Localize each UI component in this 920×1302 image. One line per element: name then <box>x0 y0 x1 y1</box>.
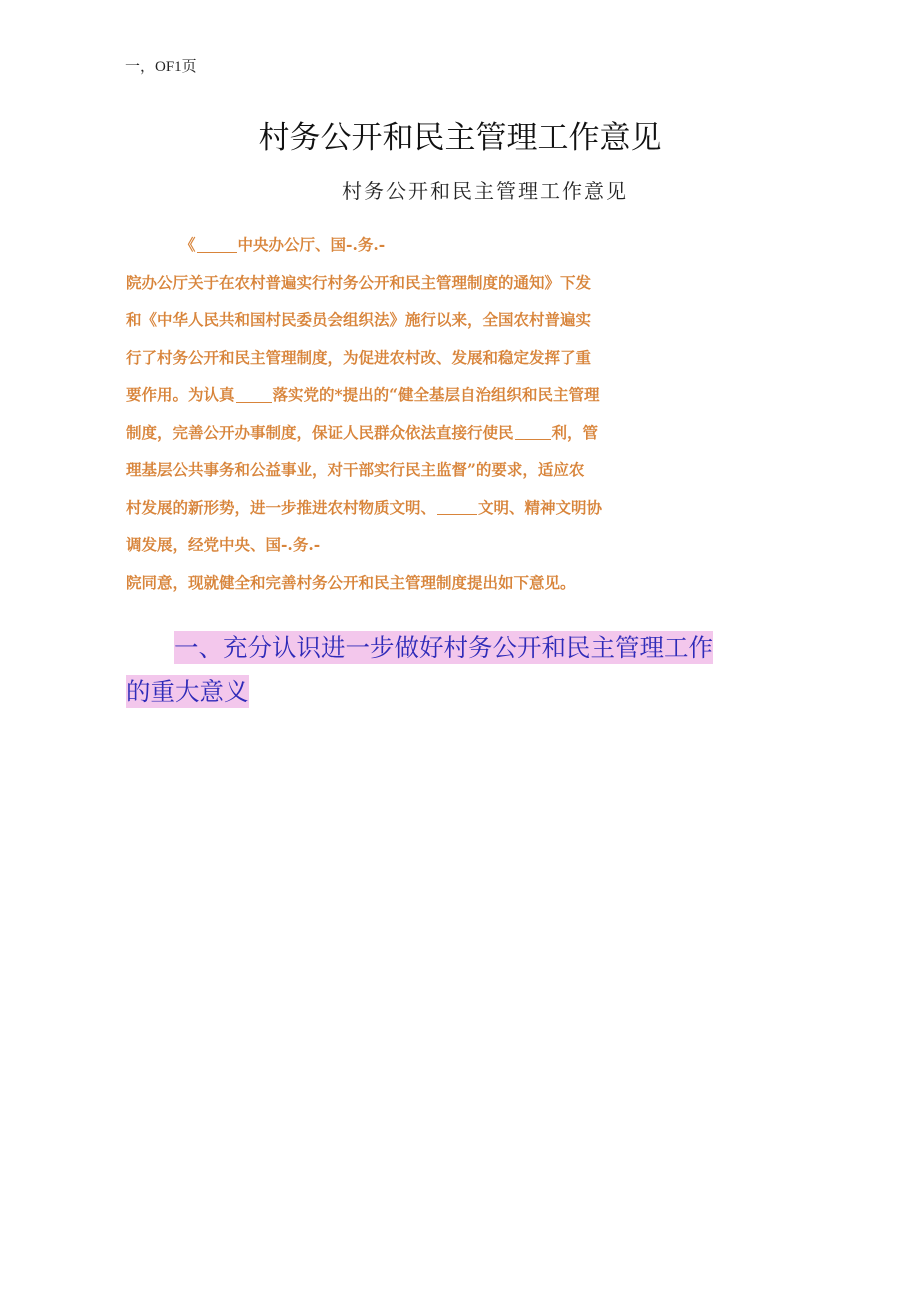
paragraph-line-4: 行了村务公开和民主管理制度，为促进农村改、发展和稳定发挥了重 <box>126 347 592 367</box>
section-heading-1 <box>126 626 796 714</box>
intro-paragraph <box>126 226 796 601</box>
document-title: 村务公开和民主管理工作意见 <box>258 120 662 156</box>
paragraph-line-6 <box>126 414 796 452</box>
highlighted-text: 一、充分认识进一步做好村务公开和民主管理工作 <box>174 633 713 662</box>
fill-blank <box>437 502 477 515</box>
text-segment: 落实党的*提出的“健全基层自治组织和民主管理 <box>272 385 600 404</box>
paragraph-line-1 <box>126 226 796 264</box>
fill-blank <box>236 390 272 403</box>
text-segment: 文明、精神文明协 <box>478 497 603 517</box>
text-segment: 利，管 <box>551 422 599 442</box>
fill-blank <box>515 427 551 440</box>
text-segment: 要作用。为认真 <box>126 385 235 404</box>
paragraph-line-10: 院同意，现就健全和完善村务公开和民主管理制度提出如下意见。 <box>126 572 576 592</box>
fill-blank <box>197 240 237 253</box>
paragraph-line-5 <box>126 376 796 414</box>
page-header-label: 一，OF1页 <box>125 59 197 75</box>
paragraph-line-3: 和《中华人民共和国村民委员会组织法》施行以来，全国农村普遍实 <box>126 310 592 329</box>
text-segment: 《 <box>180 235 196 254</box>
paragraph-line-7: 理基层公共事务和公益事业，对干部实行民主监督”的要求，适应农 <box>126 460 585 479</box>
text-segment: 中央办公厅、国-.务.- <box>237 235 386 254</box>
highlighted-text: 的重大意义 <box>126 677 249 706</box>
text-segment: 村发展的新形势，进一步推进农村物质文明、 <box>126 497 437 517</box>
text-segment: 制度，完善公开办事制度，保证人民群众依法直接行使民 <box>126 422 514 442</box>
paragraph-line-2: 院办公厅关于在农村普遍实行村务公开和民主管理制度的通知》下发 <box>126 272 592 292</box>
section-heading-line-2 <box>126 670 796 714</box>
paragraph-line-8 <box>126 489 796 527</box>
document-subtitle: 村务公开和民主管理工作意见 <box>342 179 628 203</box>
paragraph-line-9: 调发展，经党中央、国-.务.- <box>126 535 321 554</box>
section-heading-line-1 <box>126 626 796 670</box>
